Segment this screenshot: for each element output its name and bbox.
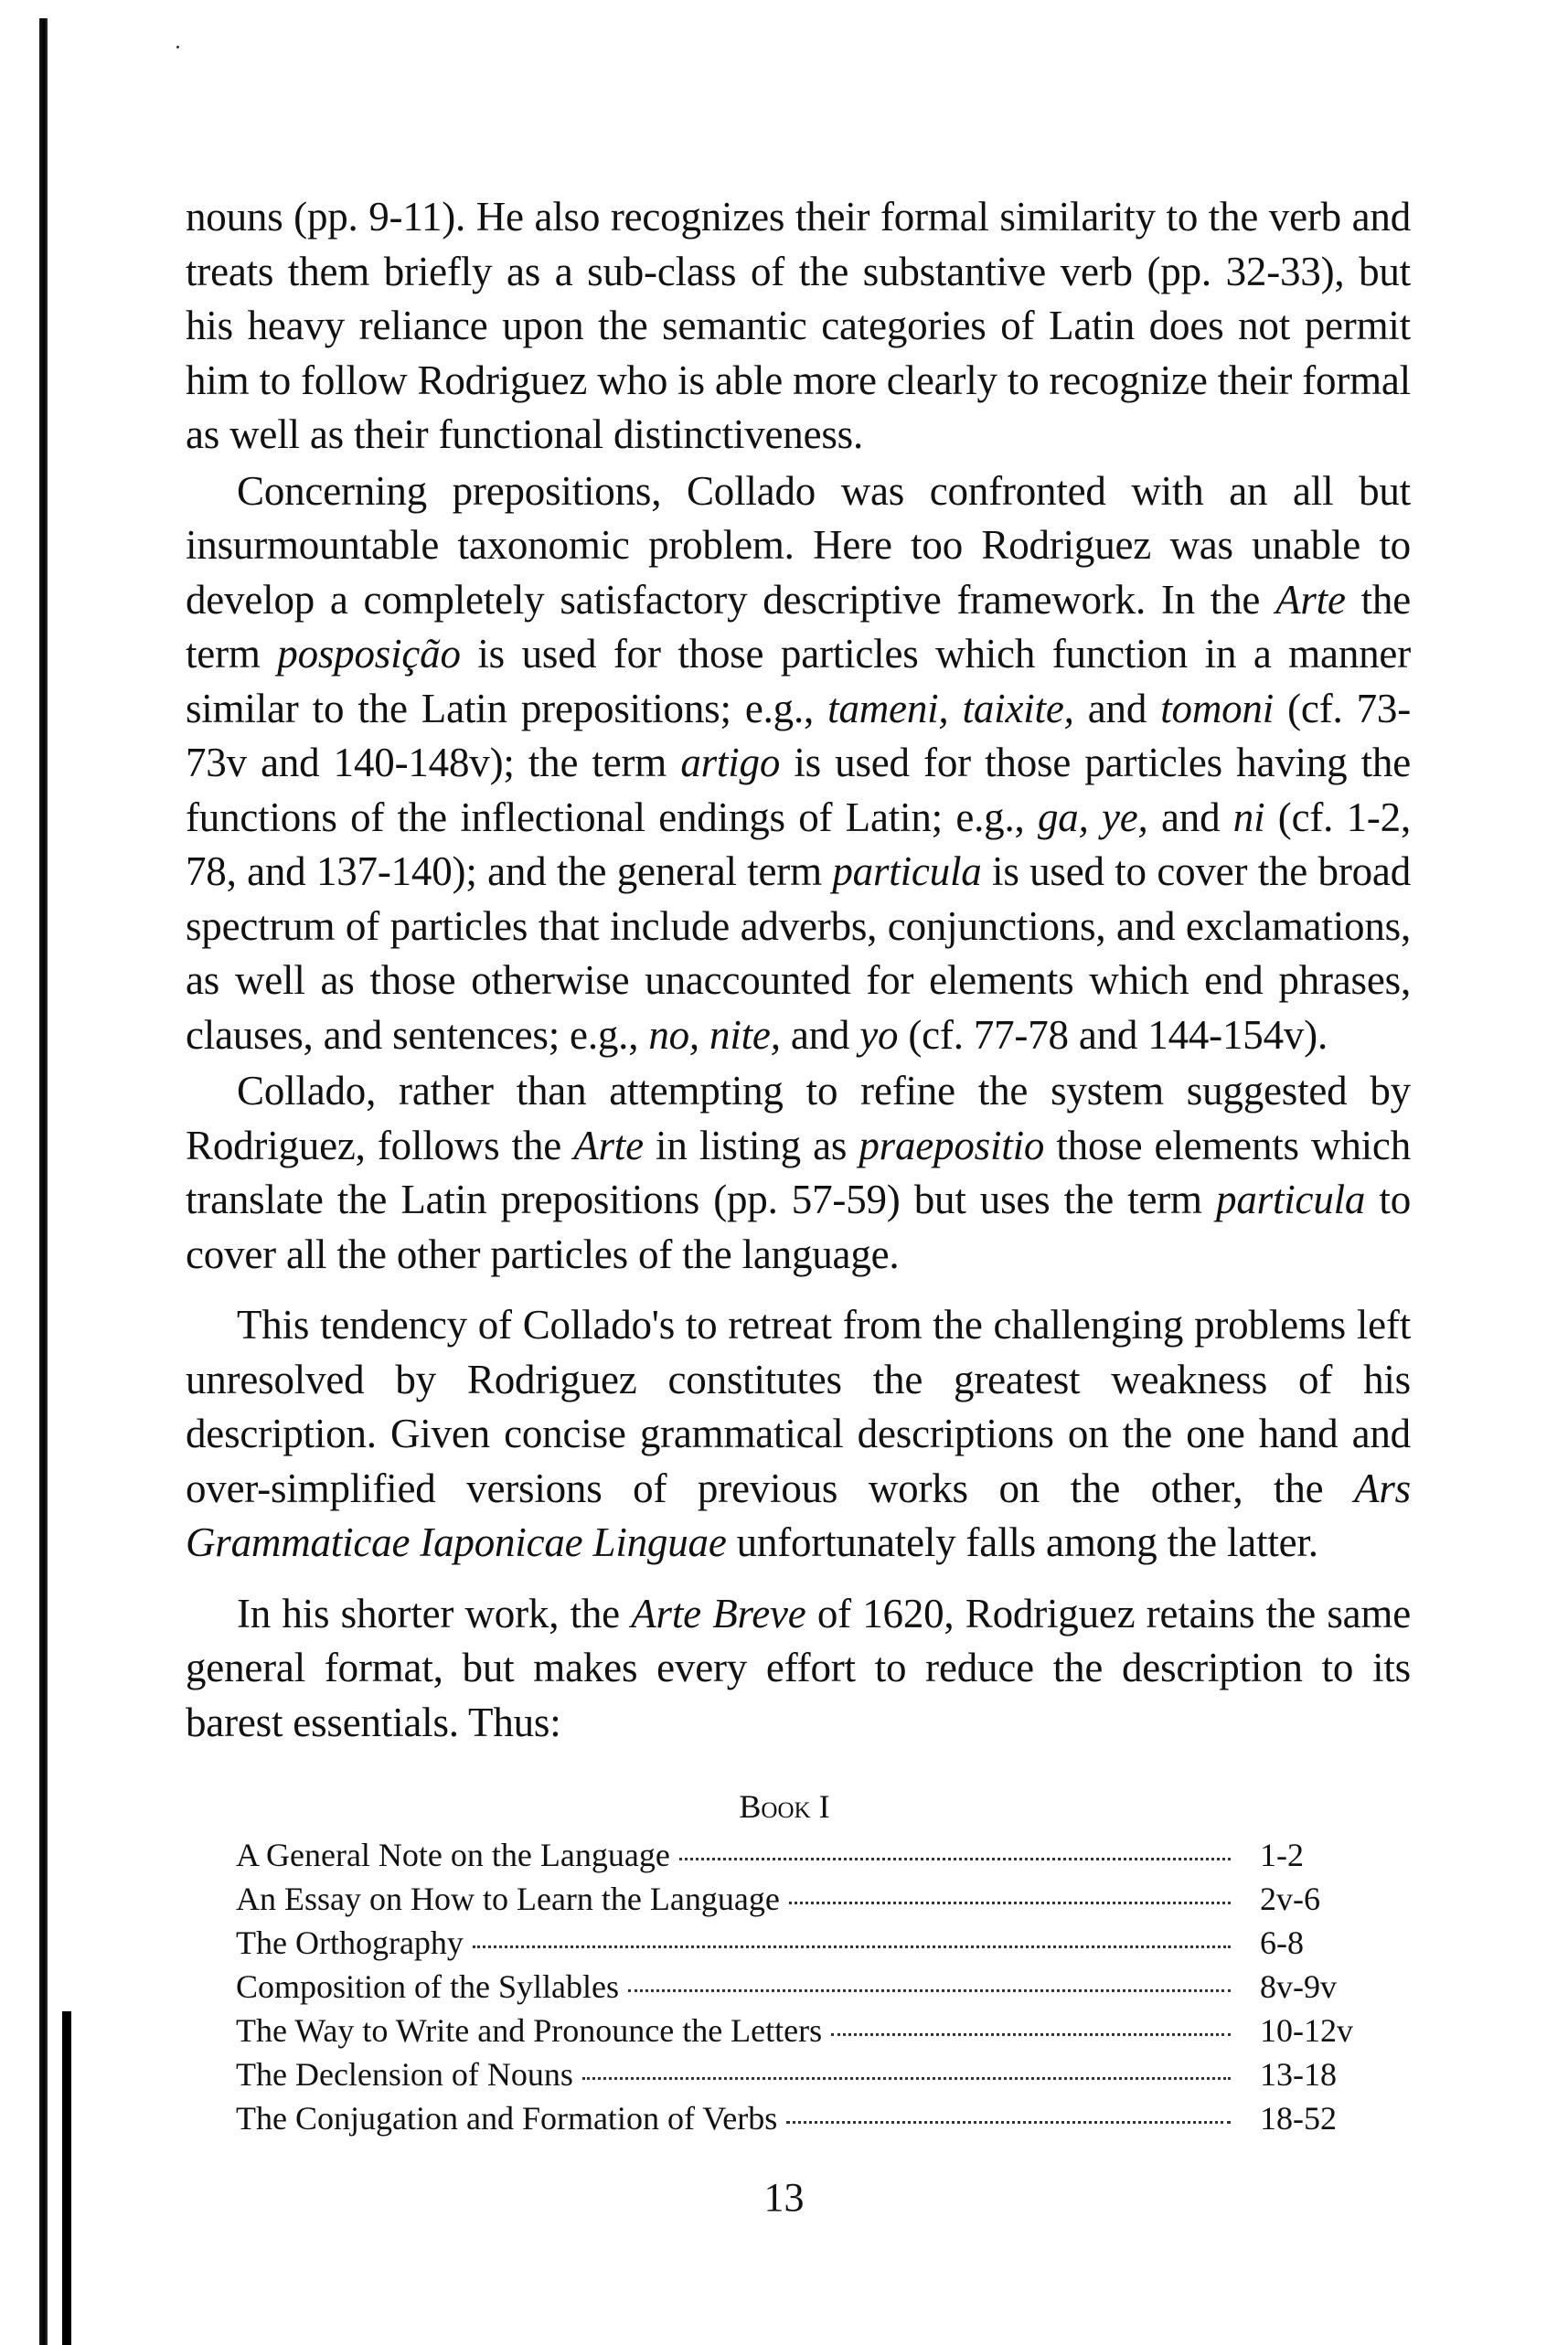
table-of-contents (236, 1785, 1360, 2141)
italic-term: Arte (573, 1122, 644, 1168)
dot-leader (628, 1989, 1231, 1992)
text-run: the term (186, 576, 1411, 677)
toc-heading-text: Book I (739, 1788, 830, 1825)
toc-entry-title: The Way to Write and Pronounce the Letters (236, 2012, 823, 2049)
dot-leader (473, 1945, 1231, 1948)
toc-entry (236, 1834, 1360, 1878)
body-text (186, 190, 1411, 1750)
italic-term: tameni, taixite, (827, 685, 1074, 731)
dot-leader (789, 1902, 1231, 1904)
dot-leader (679, 1858, 1231, 1860)
page-binding-edge (39, 18, 48, 2345)
toc-entry (236, 2097, 1360, 2141)
italic-term: praepositio (859, 1122, 1045, 1168)
text-run: Collado, rather than attempting to refine the system suggested by Rodriguez, follows the (186, 1068, 1411, 1168)
italic-term: yo (859, 1011, 899, 1058)
toc-entry-pages: 18-52 (1260, 2100, 1337, 2137)
toc-heading (236, 1785, 1360, 1828)
toc-entry-pages: 2v-6 (1260, 1881, 1320, 1917)
paragraph (186, 1064, 1411, 1282)
text-run: in listing as (643, 1122, 859, 1168)
text-run: to cover all the other particles of the language. (186, 1177, 1411, 1277)
toc-entry-pages: 10-12v (1260, 2012, 1353, 2049)
text-run: nouns (pp. 9-11). He also recognizes their formal similarity to the verb and treats them briefly as a sub-class of the substantive verb (pp. 32-33), but his heavy reliance upon the semantic categories of Latin does not permit him to follow Rodriguez who is able more clearly to recognize their formal as well as their functional distinctiveness. (186, 194, 1411, 457)
italic-term: posposição (277, 631, 461, 677)
toc-entry (236, 1922, 1360, 1966)
italic-term: Ars Grammaticae Iaponicae Linguae (186, 1465, 1411, 1565)
italic-term: no, nite, (648, 1011, 781, 1058)
text-run: and (780, 1011, 860, 1058)
text-run: of 1620, Rodriguez retains the same general format, but makes every effort to reduce the description to its barest essentials. Thus: (186, 1590, 1411, 1745)
toc-entry-title: The Conjugation and Formation of Verbs (236, 2100, 778, 2137)
toc-entry (236, 1878, 1360, 1922)
toc-list (236, 1834, 1360, 2141)
toc-entry-pages: 1-2 (1260, 1837, 1304, 1873)
italic-term: particula (832, 848, 982, 894)
text-run: In his shorter work, the (237, 1590, 632, 1636)
toc-entry-title: A General Note on the Language (236, 1837, 670, 1873)
paragraph (186, 190, 1411, 463)
toc-entry-title: The Orthography (236, 1924, 464, 1961)
toc-entry (236, 2009, 1360, 2053)
text-run: those elements which translate the Latin prepositions (pp. 57-59) but uses the term (186, 1122, 1411, 1222)
italic-term: particula (1216, 1177, 1366, 1222)
text-run: unfortunately falls among the latter. (726, 1519, 1318, 1565)
dot-leader (831, 2033, 1231, 2036)
toc-entry-title: Composition of the Syllables (236, 1968, 619, 2005)
paragraph (186, 1298, 1411, 1571)
text-run: This tendency of Collado's to retreat from the challenging problems left unresolved by Rodriguez constitutes the greatest weakness of his description. Given concise grammatical descriptions on the one hand and over-simplified versions of previous works on the other, the (186, 1302, 1411, 1511)
toc-entry-title: An Essay on How to Learn the Language (236, 1881, 780, 1917)
toc-entry (236, 1966, 1360, 2009)
italic-term: ni (1232, 794, 1265, 840)
text-run: Concerning prepositions, Collado was confronted with an all but insurmountable taxonomic problem. Here too Rodriguez was unable to develop a completely satisfactory descriptive framework. In the (186, 467, 1411, 623)
paragraph (186, 1587, 1411, 1751)
toc-entry-pages: 6-8 (1260, 1924, 1304, 1961)
scan-speck (176, 46, 179, 48)
text-run: (cf. 77-78 and 144-154v). (898, 1011, 1328, 1058)
toc-entry-title: The Declension of Nouns (236, 2056, 573, 2093)
toc-entry-pages: 8v-9v (1260, 1968, 1337, 2005)
text-run: is used to cover the broad spectrum of particles that include adverbs, conjunctions, and exclamations, as well as those otherwise unaccounted for elements which end phrases, clauses, and sentences; e.g., (186, 848, 1412, 1058)
italic-term: ga, ye, (1037, 794, 1148, 840)
italic-term: tomoni (1160, 685, 1275, 731)
text-run: is used for those particles having the functions of the inflectional endings of Latin; e.g., (186, 740, 1411, 840)
toc-entry (236, 2053, 1360, 2097)
toc-entry-pages: 13-18 (1260, 2056, 1337, 2093)
italic-term: Arte (1275, 576, 1346, 623)
text-run: and (1147, 794, 1233, 840)
page-number: 13 (763, 2175, 805, 2220)
dot-leader (786, 2121, 1231, 2124)
paragraph (186, 464, 1411, 1063)
text-run: (cf. 1-2, 78, and 137-140); and the general term (186, 794, 1412, 894)
text-run: and (1073, 685, 1161, 731)
italic-term: Arte Breve (631, 1590, 806, 1636)
text-run: (cf. 73-73v and 140-148v); the term (186, 685, 1411, 785)
italic-term: artigo (680, 740, 781, 785)
dot-leader (582, 2077, 1231, 2080)
text-run: is used for those particles which function in a manner similar to the Latin prepositions; e.g., (186, 631, 1411, 731)
